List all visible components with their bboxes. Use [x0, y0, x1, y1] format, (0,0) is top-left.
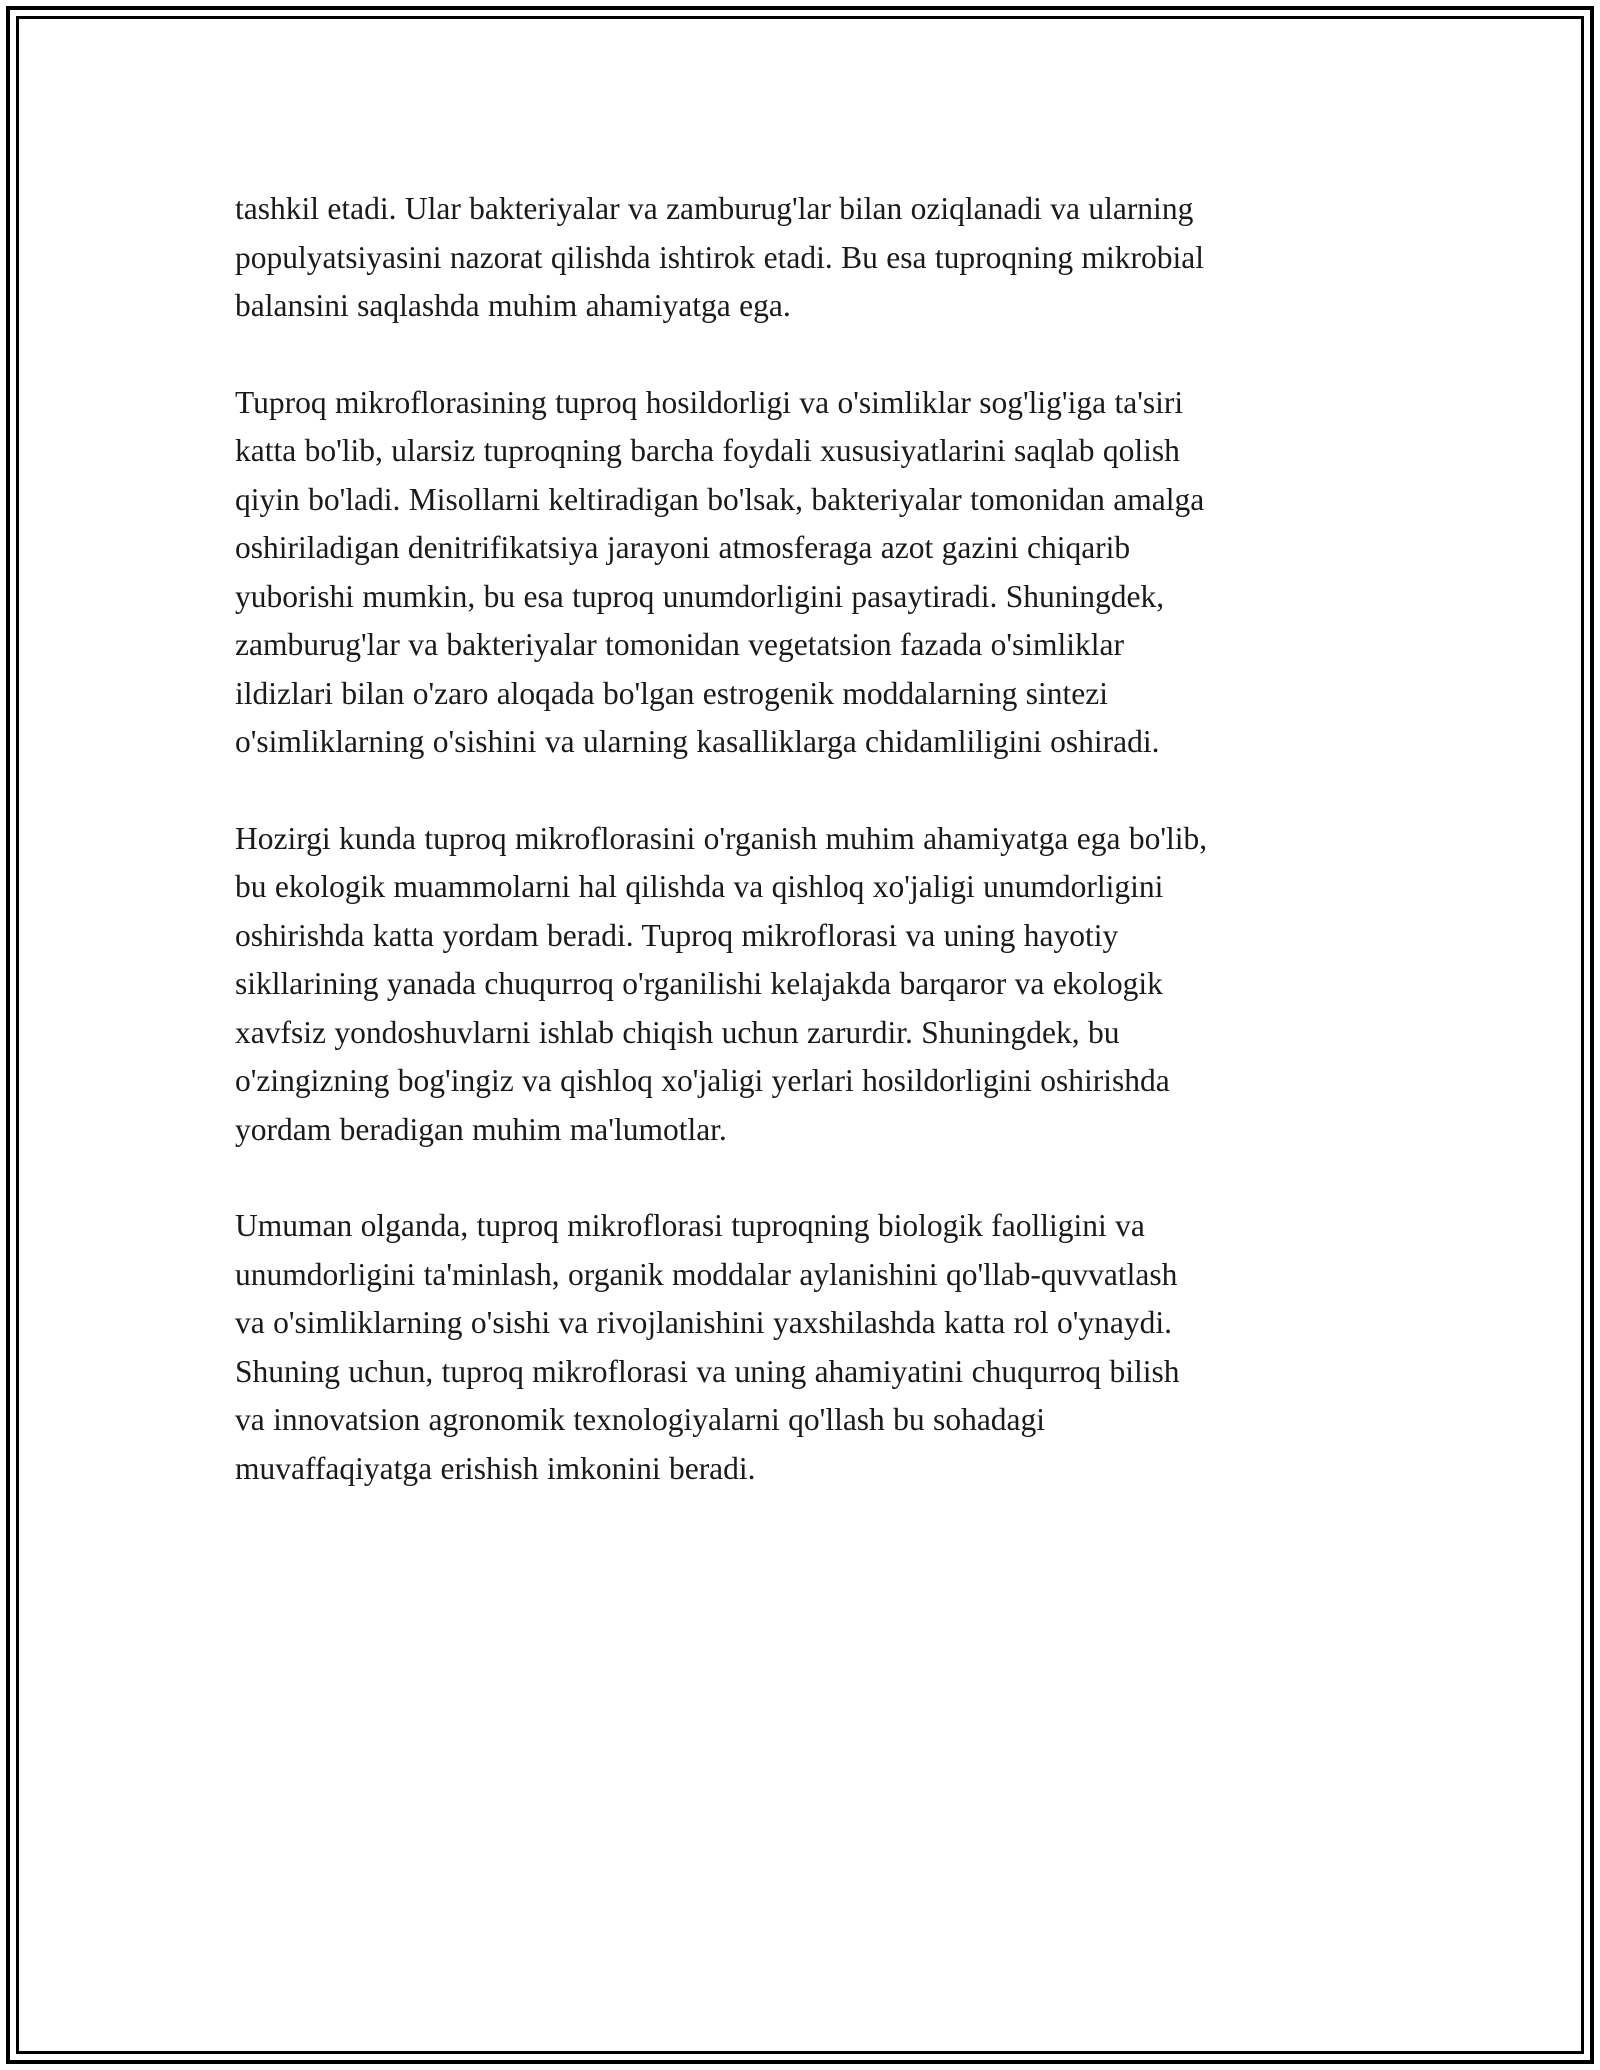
paragraph-1: tashkil etadi. Ular bakteriyalar va zamburug'lar bilan oziqlanadi va ularning populyatsiyasini nazorat qilishda ishtirok etadi. Bu esa tuproqning mikrobial balansini saqlashda muhim ahamiyatga ega.	[235, 191, 1204, 323]
paragraph-4: Umuman olganda, tuproq mikroflorasi tuproqning biologik faolligini va unumdorligini ta'minlash, organik moddalar aylanishini qo'llab-quvvatlash va o'simliklarning o'sishi va rivojlanishini yaxshilashda katta rol o'ynaydi. Shuning uchun, tuproq mikroflorasi va uning ahamiyatini chuqurroq bilish va innovatsion agronomik texnologiyalarni qo'llash bu sohadagi muvaffaqiyatga erishish imkonini beradi.	[235, 1208, 1180, 1486]
document-body	[235, 185, 1365, 1541]
paragraph-3: Hozirgi kunda tuproq mikroflorasini o'rganish muhim ahamiyatga ega bo'lib, bu ekologik muammolarni hal qilishda va qishloq xo'jaligi unumdorligini oshirishda katta yordam beradi. Tuproq mikroflorasi va uning hayotiy sikllarining yanada chuqurroq o'rganilishi kelajakda barqaror va ekologik xavfsiz yondoshuvlarni ishlab chiqish uchun zarurdir. Shuningdek, bu o'zingizning bog'ingiz va qishloq xo'jaligi yerlari hosildorligini oshirishda yordam beradigan muhim ma'lumotlar.	[235, 820, 1208, 1147]
paragraph-2: Tuproq mikroflorasining tuproq hosildorligi va o'simliklar sog'lig'iga ta'siri katta bo'lib, ularsiz tuproqning barcha foydali xususiyatlarini saqlab qolish qiyin bo'ladi. Misollarni keltiradigan bo'lsak, bakteriyalar tomonidan amalga oshiriladigan denitrifikatsiya jarayoni atmosferaga azot gazini chiqarib yuborishi mumkin, bu esa tuproq unumdorligini pasaytiradi. Shuningdek, zamburug'lar va bakteriyalar tomonidan vegetatsion fazada o'simliklar ildizlari bilan o'zaro aloqada bo'lgan estrogenik moddalarning sintezi o'simliklarning o'sishini va ularning kasalliklarga chidamliligini oshiradi.	[235, 384, 1205, 759]
